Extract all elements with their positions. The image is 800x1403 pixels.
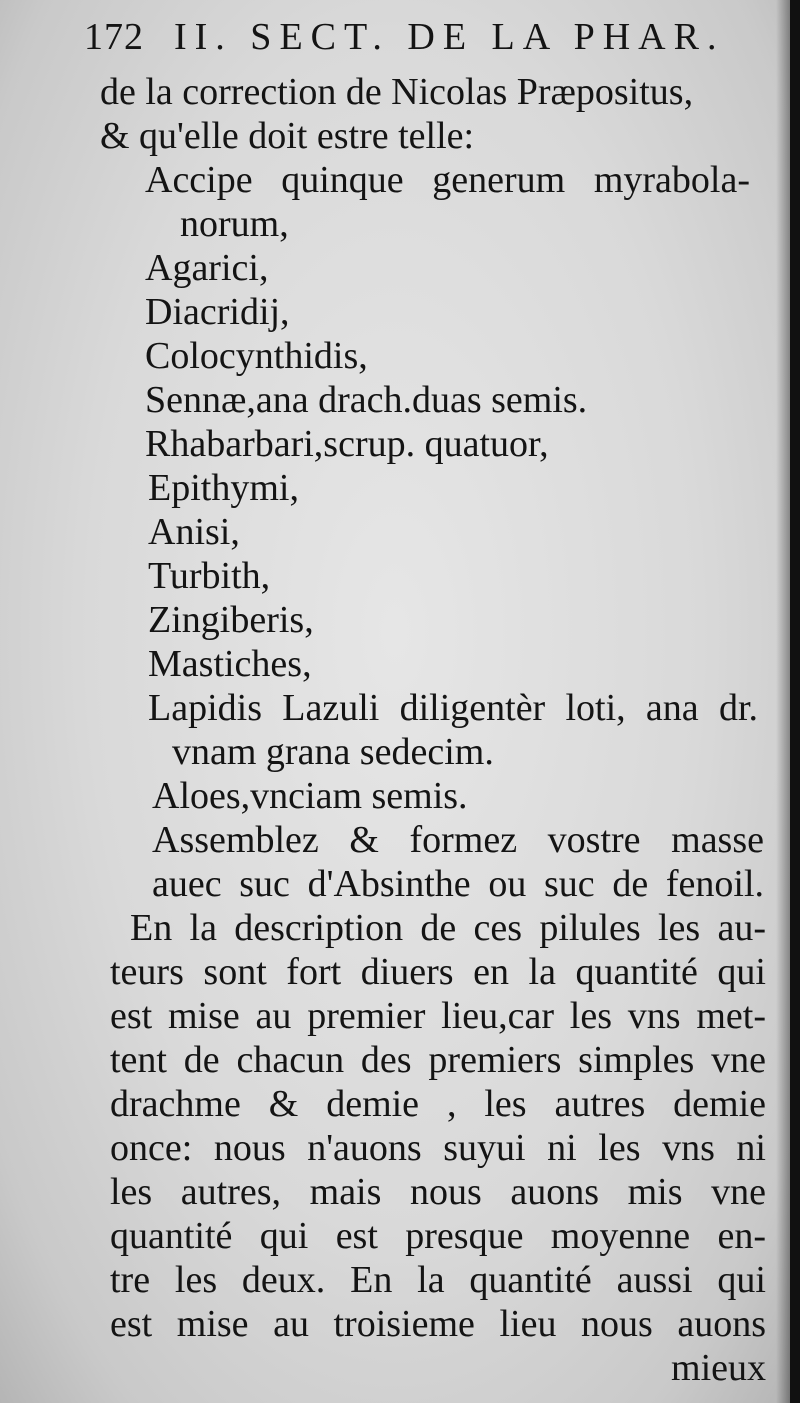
- recipe-line: Mastiches,: [148, 643, 312, 685]
- recipe-line: Diacridij,: [145, 291, 290, 333]
- recipe-line: vnam grana sedecim.: [172, 731, 494, 773]
- running-title: II. SECT. DE LA PHAR.: [174, 16, 725, 58]
- text-line: est mise au premier lieu,car les vns met-: [110, 995, 766, 1037]
- text-line: En la description de ces pilules les au-: [130, 907, 766, 949]
- recipe-line: Zingiberis,: [148, 599, 314, 641]
- recipe-line: Lapidis Lazuli diligentèr loti, ana dr.: [148, 687, 758, 729]
- text-line: quantité qui est presque moyenne en-: [110, 1215, 766, 1257]
- recipe-line: Epithymi,: [148, 467, 299, 509]
- recipe-line: Sennæ,ana drach.duas semis.: [145, 379, 588, 421]
- recipe-line: Turbith,: [148, 555, 271, 597]
- recipe-line: Colocynthidis,: [145, 335, 368, 377]
- text-line: drachme & demie , les autres demie: [110, 1083, 766, 1125]
- page-number: 172: [84, 16, 144, 58]
- recipe-line: norum,: [180, 203, 289, 245]
- text-line: once: nous n'auons suyui ni les vns ni: [110, 1127, 766, 1169]
- text-line: est mise au troisieme lieu nous auons: [110, 1303, 766, 1345]
- running-header: [84, 12, 724, 62]
- recipe-line: Agarici,: [145, 247, 269, 289]
- recipe-line: Anisi,: [148, 511, 240, 553]
- text-line: tent de chacun des premiers simples vne: [110, 1039, 766, 1081]
- recipe-line: Accipe quinque generum myrabola-: [145, 159, 750, 201]
- text-line: de la correction de Nicolas Præpositus,: [100, 71, 694, 113]
- recipe-line: Rhabarbari,scrup. quatuor,: [145, 423, 549, 465]
- text-line: & qu'elle doit estre telle:: [100, 115, 475, 157]
- text-line: les autres, mais nous auons mis vne: [110, 1171, 766, 1213]
- recipe-line: Assemblez & formez vostre masse: [152, 819, 764, 861]
- text-line: tre les deux. En la quantité aussi qui: [110, 1259, 766, 1301]
- text-line: teurs sont fort diuers en la quantité qui: [110, 951, 766, 993]
- recipe-line: Aloes,vnciam semis.: [152, 775, 468, 817]
- recipe-line: auec suc d'Absinthe ou suc de fenoil.: [152, 863, 764, 905]
- catchword: mieux: [671, 1347, 766, 1389]
